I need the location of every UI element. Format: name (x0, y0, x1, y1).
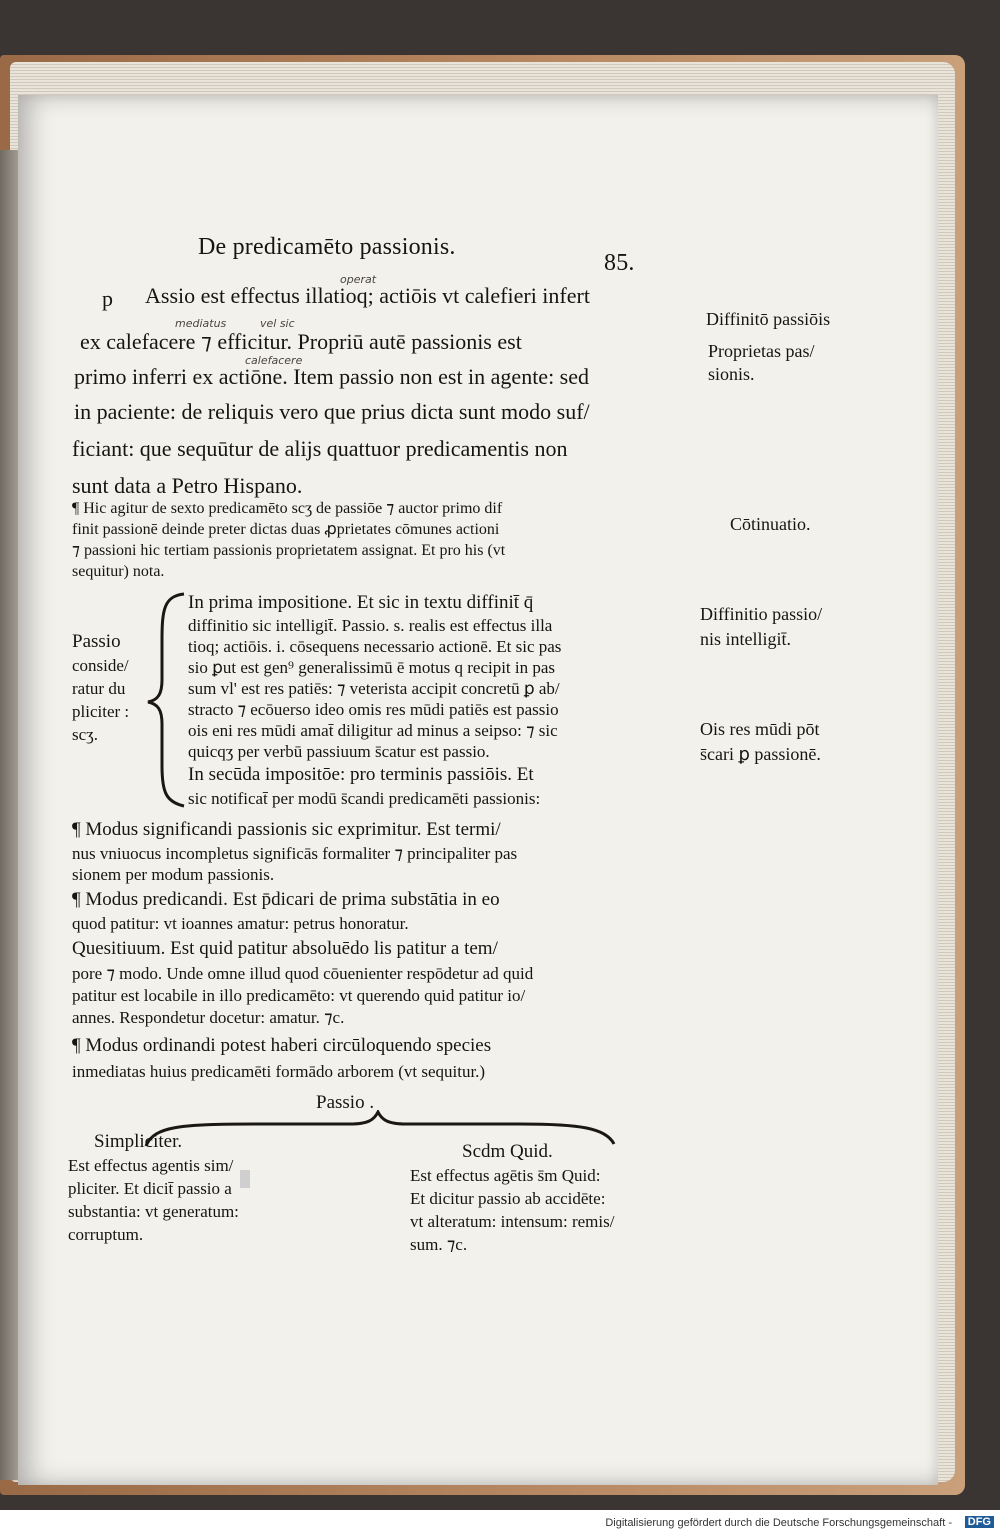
marginal-note-omnis: Ois res mūdi pōt (700, 719, 820, 739)
modes-line-10: ¶ Modus ordinandi potest haberi circūloquendo species (72, 1035, 492, 1056)
modes-line-6: Quesitiuum. Est quid patitur absoluēdo lis patitur a tem/ (72, 938, 498, 959)
marginal-note-omnis-2: s̄cari ꝑ passionē. (700, 744, 821, 764)
main-line-1: Assio est effectus illatioq; actiōis vt calefieri infert (145, 283, 590, 308)
main-line-6: sunt data a Petro Hispano. (72, 473, 303, 498)
tree-left-title: Simpliciter. (94, 1131, 183, 1152)
main-line-4: in paciente: de reliquis vero que prius dicta sunt modo suf/ (74, 399, 590, 424)
marginal-note-proprietas: Proprietas pas/ (708, 341, 815, 361)
footer-credit: Digitalisierung gefördert durch die Deutsche Forschungsgemeinschaft - (605, 1517, 952, 1529)
bracket-line-7: quicqʒ per verbū passiuum s̄catur est passio. (188, 742, 490, 761)
main-line-2: ex calefacere ⁊ efficitur. Propriū autē passionis est (80, 329, 522, 354)
modes-line-9: annes. Respondetur docetur: amatur. ⁊c. (72, 1008, 345, 1027)
handwritten-note: operat (340, 273, 377, 286)
folio-number: 85. (604, 250, 635, 276)
curly-brace-icon (140, 590, 190, 810)
commentary-line-3: ⁊ passioni hic tertiam passionis proprietatem assignat. Et pro his (vt (72, 542, 506, 559)
bracket-second-head: In secūda impositōe: pro terminis passiōis. Et (188, 764, 534, 785)
bracket-label-2: conside/ (72, 656, 129, 675)
bracket-label-5: scʒ. (72, 725, 98, 744)
commentary-line-4: sequitur) nota. (72, 563, 165, 580)
marginal-note-proprietas-2: sionis. (708, 364, 755, 384)
bracket-first-line: In prima impositione. Et sic in textu diffinit̄ q̄ (188, 592, 534, 613)
dfg-logo: DFG (965, 1516, 994, 1528)
bracket-label-1: Passio (72, 631, 121, 652)
main-line-3: primo inferri ex actiōne. Item passio non est in agente: sed (74, 364, 590, 389)
tree-root: Passio . (316, 1092, 375, 1113)
modes-line-3: sionem per modum passionis. (72, 865, 275, 884)
modes-line-11: inmediatas huius predicamēti formādo arborem (vt sequitur.) (72, 1062, 486, 1081)
marginal-note-diffinitio-intell: Diffinitio passio/ (700, 604, 823, 624)
bracket-line-1: diffinitio sic intelligit̄. Passio. s. realis est effectus illa (188, 616, 553, 635)
handwritten-note: vel sic (260, 317, 295, 330)
marginal-note-diffinitio: Diffinitō passiōis (706, 309, 831, 329)
modes-line-5: quod patitur: vt ioannes amatur: petrus honoratur. (72, 914, 409, 933)
commentary-line-2: finit passionē deinde preter dictas duas ꝓprietates cōmunes actioni (72, 521, 500, 538)
handwritten-note: mediatus (175, 317, 227, 330)
bracket-label-3: ratur du (72, 679, 126, 698)
tree-left-line-4: corruptum. (68, 1225, 144, 1244)
modes-line-1: ¶ Modus significandi passionis sic exprimitur. Est termi/ (72, 819, 501, 840)
tree-right-line-4: sum. ⁊c. (410, 1235, 468, 1254)
tree-right-line-3: vt alteratum: intensum: remis/ (410, 1212, 615, 1231)
bracket-line-4: sum vl' est res patiēs: ⁊ veterista accipit concretū ꝑ ab/ (188, 679, 560, 698)
running-head: De predicamēto passionis. (198, 234, 456, 260)
bracket-line-5: stracto ⁊ ecōuerso ideo omis res mūdi patiēs est passio (188, 700, 559, 719)
main-line-5: ficiant: que sequūtur de alijs quattuor predicamentis non (72, 436, 568, 461)
bracket-line-2: tioq; actiōis. i. cōsequens necessario actionē. Et sic pas (188, 637, 562, 656)
bracket-label-4: pliciter : (72, 702, 130, 721)
handwritten-note: calefacere (245, 354, 303, 367)
marginal-note-diffinitio-intell-2: nis intelligit̄. (700, 629, 792, 649)
modes-line-2: nus vniuocus incompletus significās formaliter ⁊ principaliter pas (72, 844, 518, 863)
modes-line-8: patitur est locabile in illo predicamēto: vt querendo quid patitur io/ (72, 986, 526, 1005)
commentary-line-1: ¶ Hic agitur de sexto predicamēto scʒ de passiōe ⁊ auctor primo dif (72, 500, 503, 517)
tree-left-line-1: Est effectus agentis sim/ (68, 1156, 234, 1175)
initial-letter: p (102, 286, 113, 311)
footer-bar (0, 1510, 1000, 1535)
tree-right-title: Scdm Quid. (462, 1141, 553, 1162)
bracket-line-6: ois eni res mūdi amat̄ diligitur ad minus a seipso: ⁊ sic (188, 721, 558, 740)
modes-line-4: ¶ Modus predicandi. Est p̄dicari de prima substātia in eo (72, 889, 500, 910)
page-tab (240, 1170, 250, 1188)
bracket-line-3: sio ꝑut est gen⁹ generalissimū ē motus q recipit in pas (188, 658, 556, 677)
tree-right-line-2: Et dicitur passio ab accidēte: (410, 1189, 606, 1208)
marginal-note-continuatio: Cōtinuatio. (730, 514, 811, 534)
tree-right-line-1: Est effectus agētis s̄m Quid: (410, 1166, 601, 1185)
tree-left-line-2: pliciter. Et dicit̄ passio a (68, 1179, 232, 1198)
bracket-second-line: sic notificat̄ per modū s̄candi predicamēti passionis: (188, 789, 541, 808)
modes-line-7: pore ⁊ modo. Unde omne illud quod cōuenienter respōdetur ad quid (72, 964, 534, 983)
tree-left-line-3: substantia: vt generatum: (68, 1202, 239, 1221)
